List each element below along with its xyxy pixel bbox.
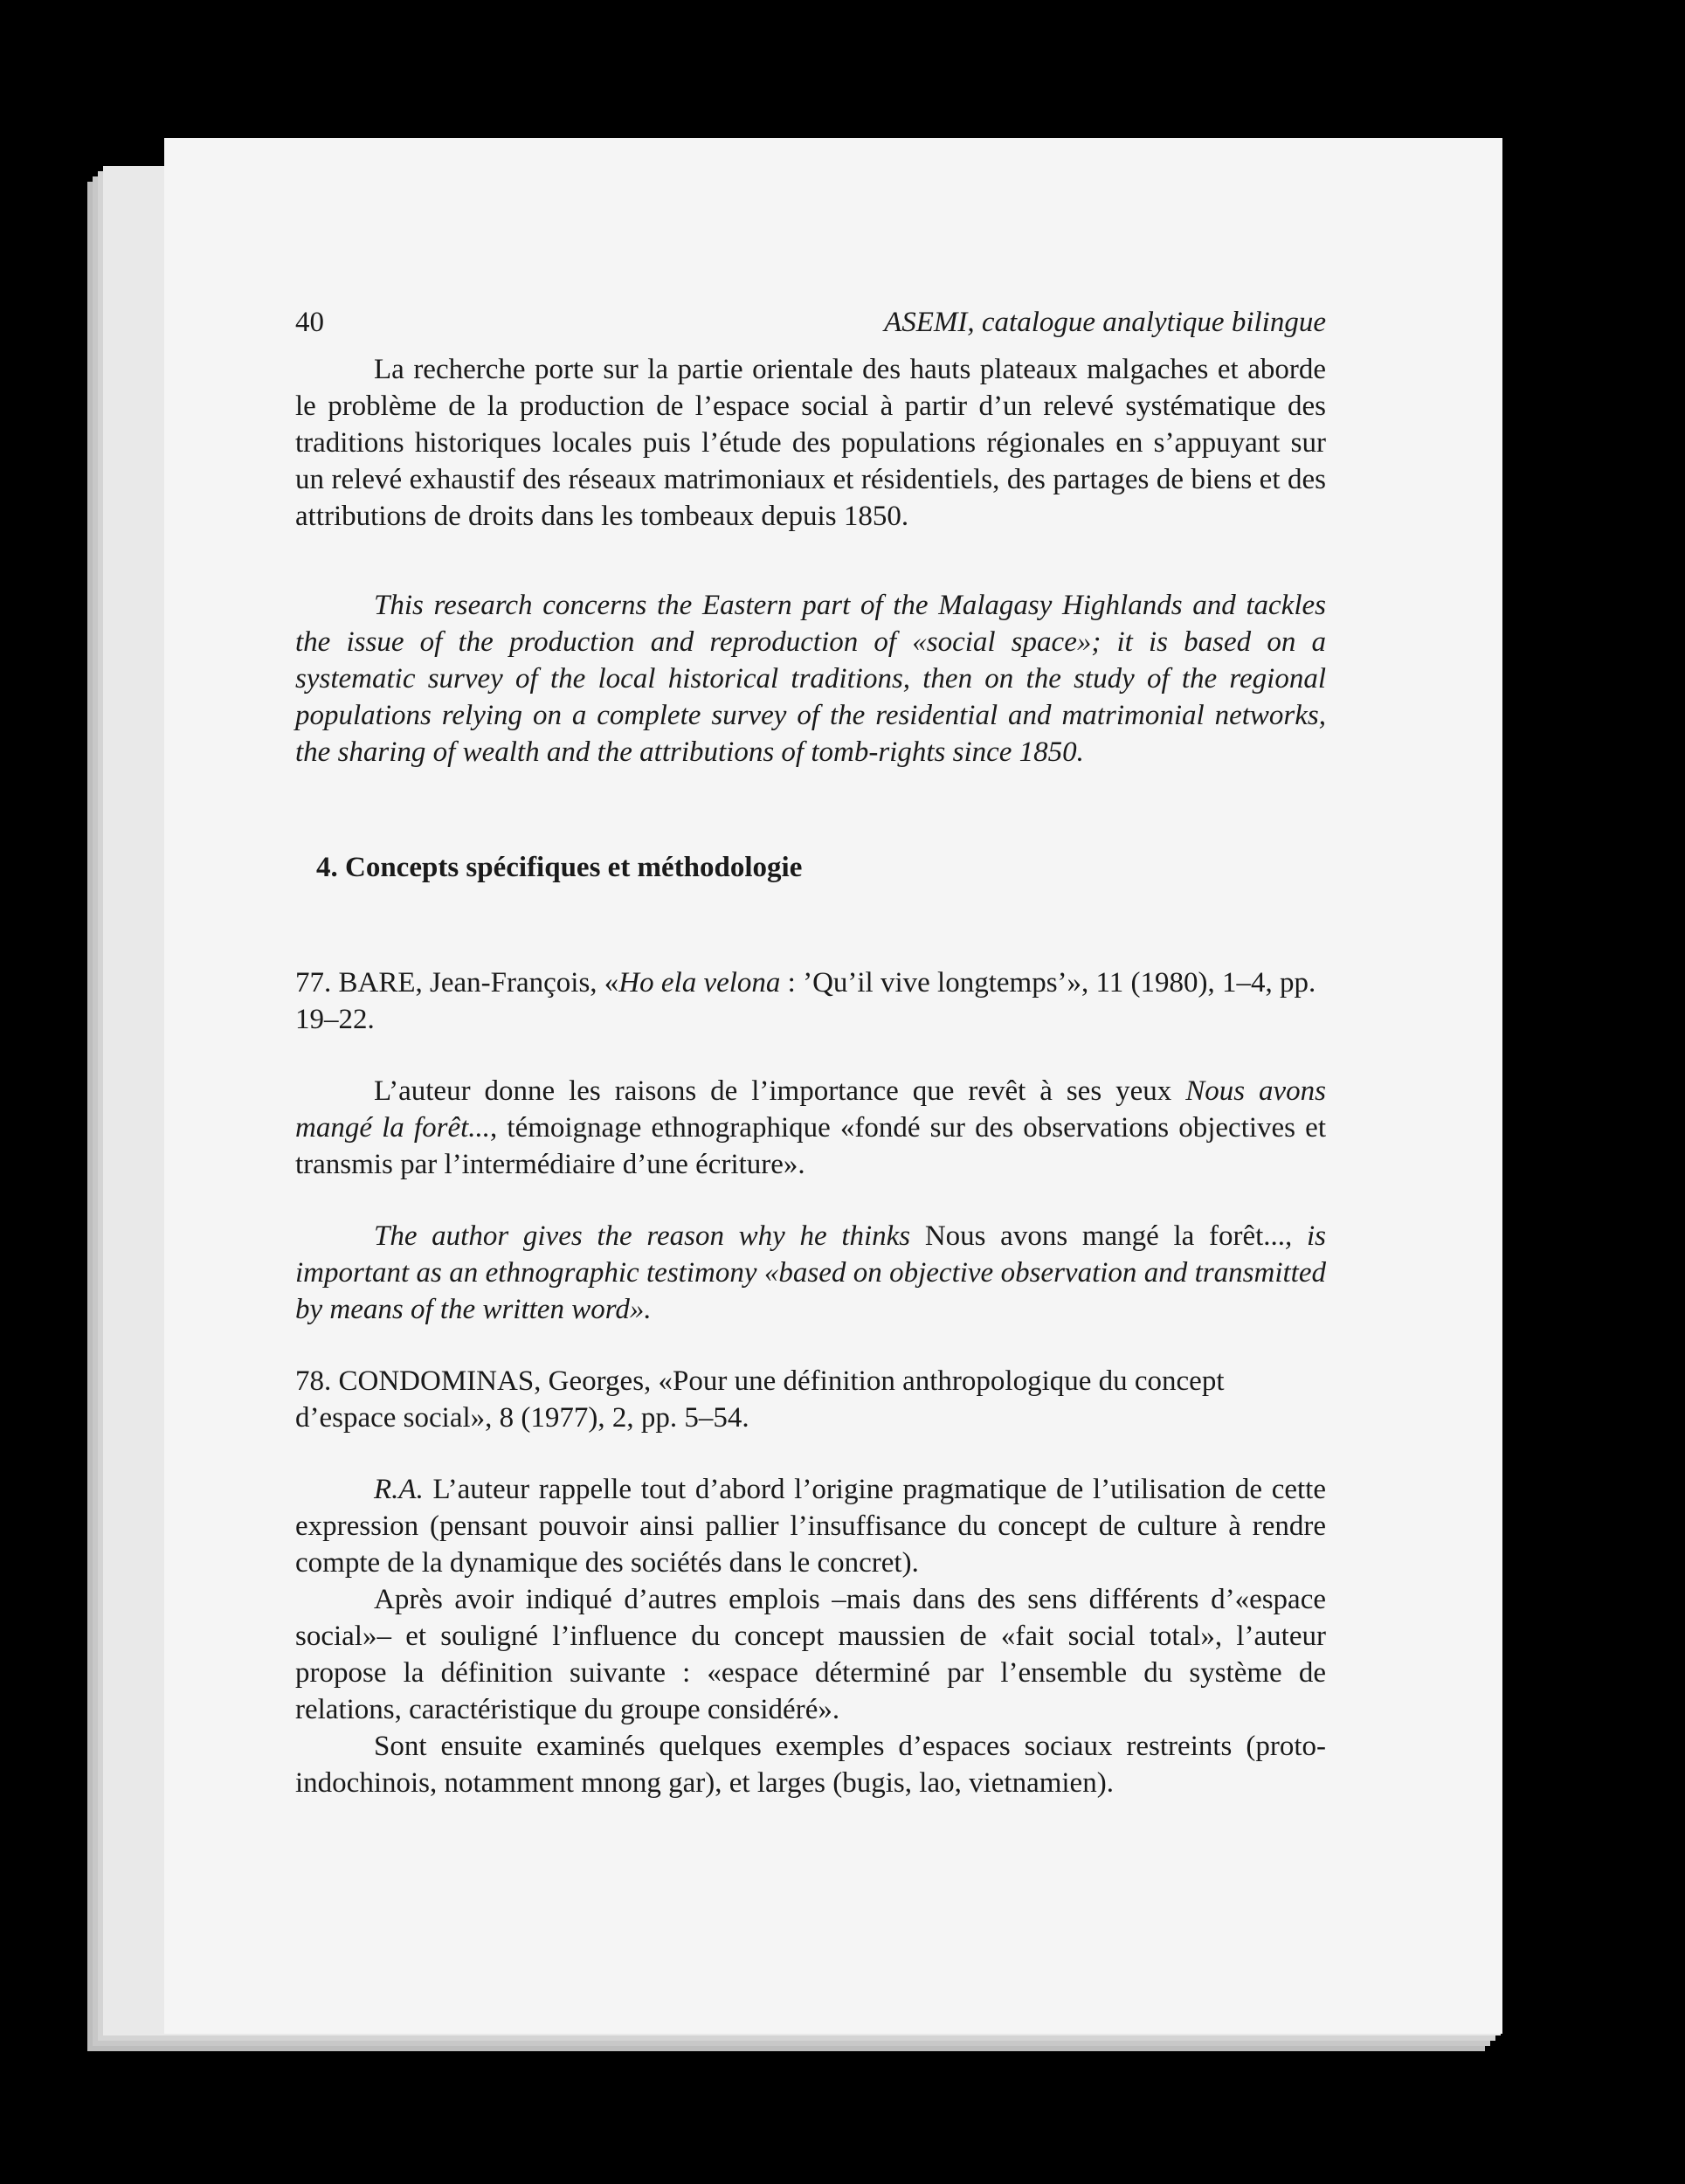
entry-77-english-summary: The author gives the reason why he thinks Nous avons mangé la forêt..., is important as an ethnographic testimony «based on objective observation and transmitted by means of the written word». bbox=[295, 1220, 1326, 1325]
running-title: ASEMI, catalogue analytique bilingue bbox=[884, 307, 1326, 338]
page-number: 40 bbox=[295, 307, 324, 338]
running-head bbox=[295, 304, 1326, 341]
book-page bbox=[164, 138, 1502, 2034]
entry-78-paragraph-2: Après avoir indiqué d’autres emplois –mais dans des sens différents d’«espace social»– et souligné l’influence du concept maussien de «fait social total», l’auteur propose la définition suivante : «espace déterminé par l’ensemble du système de relations, caractéristique du groupe considéré». bbox=[295, 1584, 1326, 1725]
entry-78-paragraph-3: Sont ensuite examinés quelques exemples d’espaces sociaux restreints (proto-indochinois, notamment mnong gar), et larges (bugis, lao, vietnamien). bbox=[295, 1731, 1326, 1799]
page-content bbox=[295, 304, 1326, 1801]
section-heading: 4. Concepts spécifiques et méthodologie bbox=[316, 852, 803, 883]
entry-77-heading: 77. BARE, Jean-François, «Ho ela velona : ’Qu’il vive longtemps’», 11 (1980), 1–4, pp. 19–22. bbox=[295, 967, 1316, 1035]
paragraph-english-abstract: This research concerns the Eastern part of the Malagasy Highlands and tackles the issue of the production and reproduction of «social space»; it is based on a systematic survey of the local historical traditions, then on the study of the regional populations relying on a complete survey of the residential and matrimonial networks, the sharing of wealth and the attributions of tomb-rights since 1850. bbox=[295, 590, 1326, 768]
paragraph-french-abstract: La recherche porte sur la partie orientale des hauts plateaux malgaches et aborde le problème de la production de l’espace social à partir d’un relevé systématique des traditions historiques locales puis l’étude des populations régionales en s’appuyant sur un relevé exhaustif des réseaux matrimoniaux et résidentiels, des partages de biens et des attributions de droits dans les tombeaux depuis 1850. bbox=[295, 354, 1326, 532]
entry-78-heading: 78. CONDOMINAS, Georges, «Pour une définition anthropologique du concept d’espace social», 8 (1977), 2, pp. 5–54. bbox=[295, 1365, 1225, 1434]
entry-77-french-summary: L’auteur donne les raisons de l’importance que revêt à ses yeux Nous avons mangé la forêt..., témoignage ethnographique «fondé sur des observations objectives et transmis par l’intermédiaire d’une écriture». bbox=[295, 1075, 1327, 1180]
entry-78-paragraph-1: R.A. L’auteur rappelle tout d’abord l’origine pragmatique de l’utilisation de cette expression (pensant pouvoir ainsi pallier l’insuffisance du concept de culture à rendre compte de la dynamique des sociétés dans le concret). bbox=[295, 1474, 1326, 1579]
